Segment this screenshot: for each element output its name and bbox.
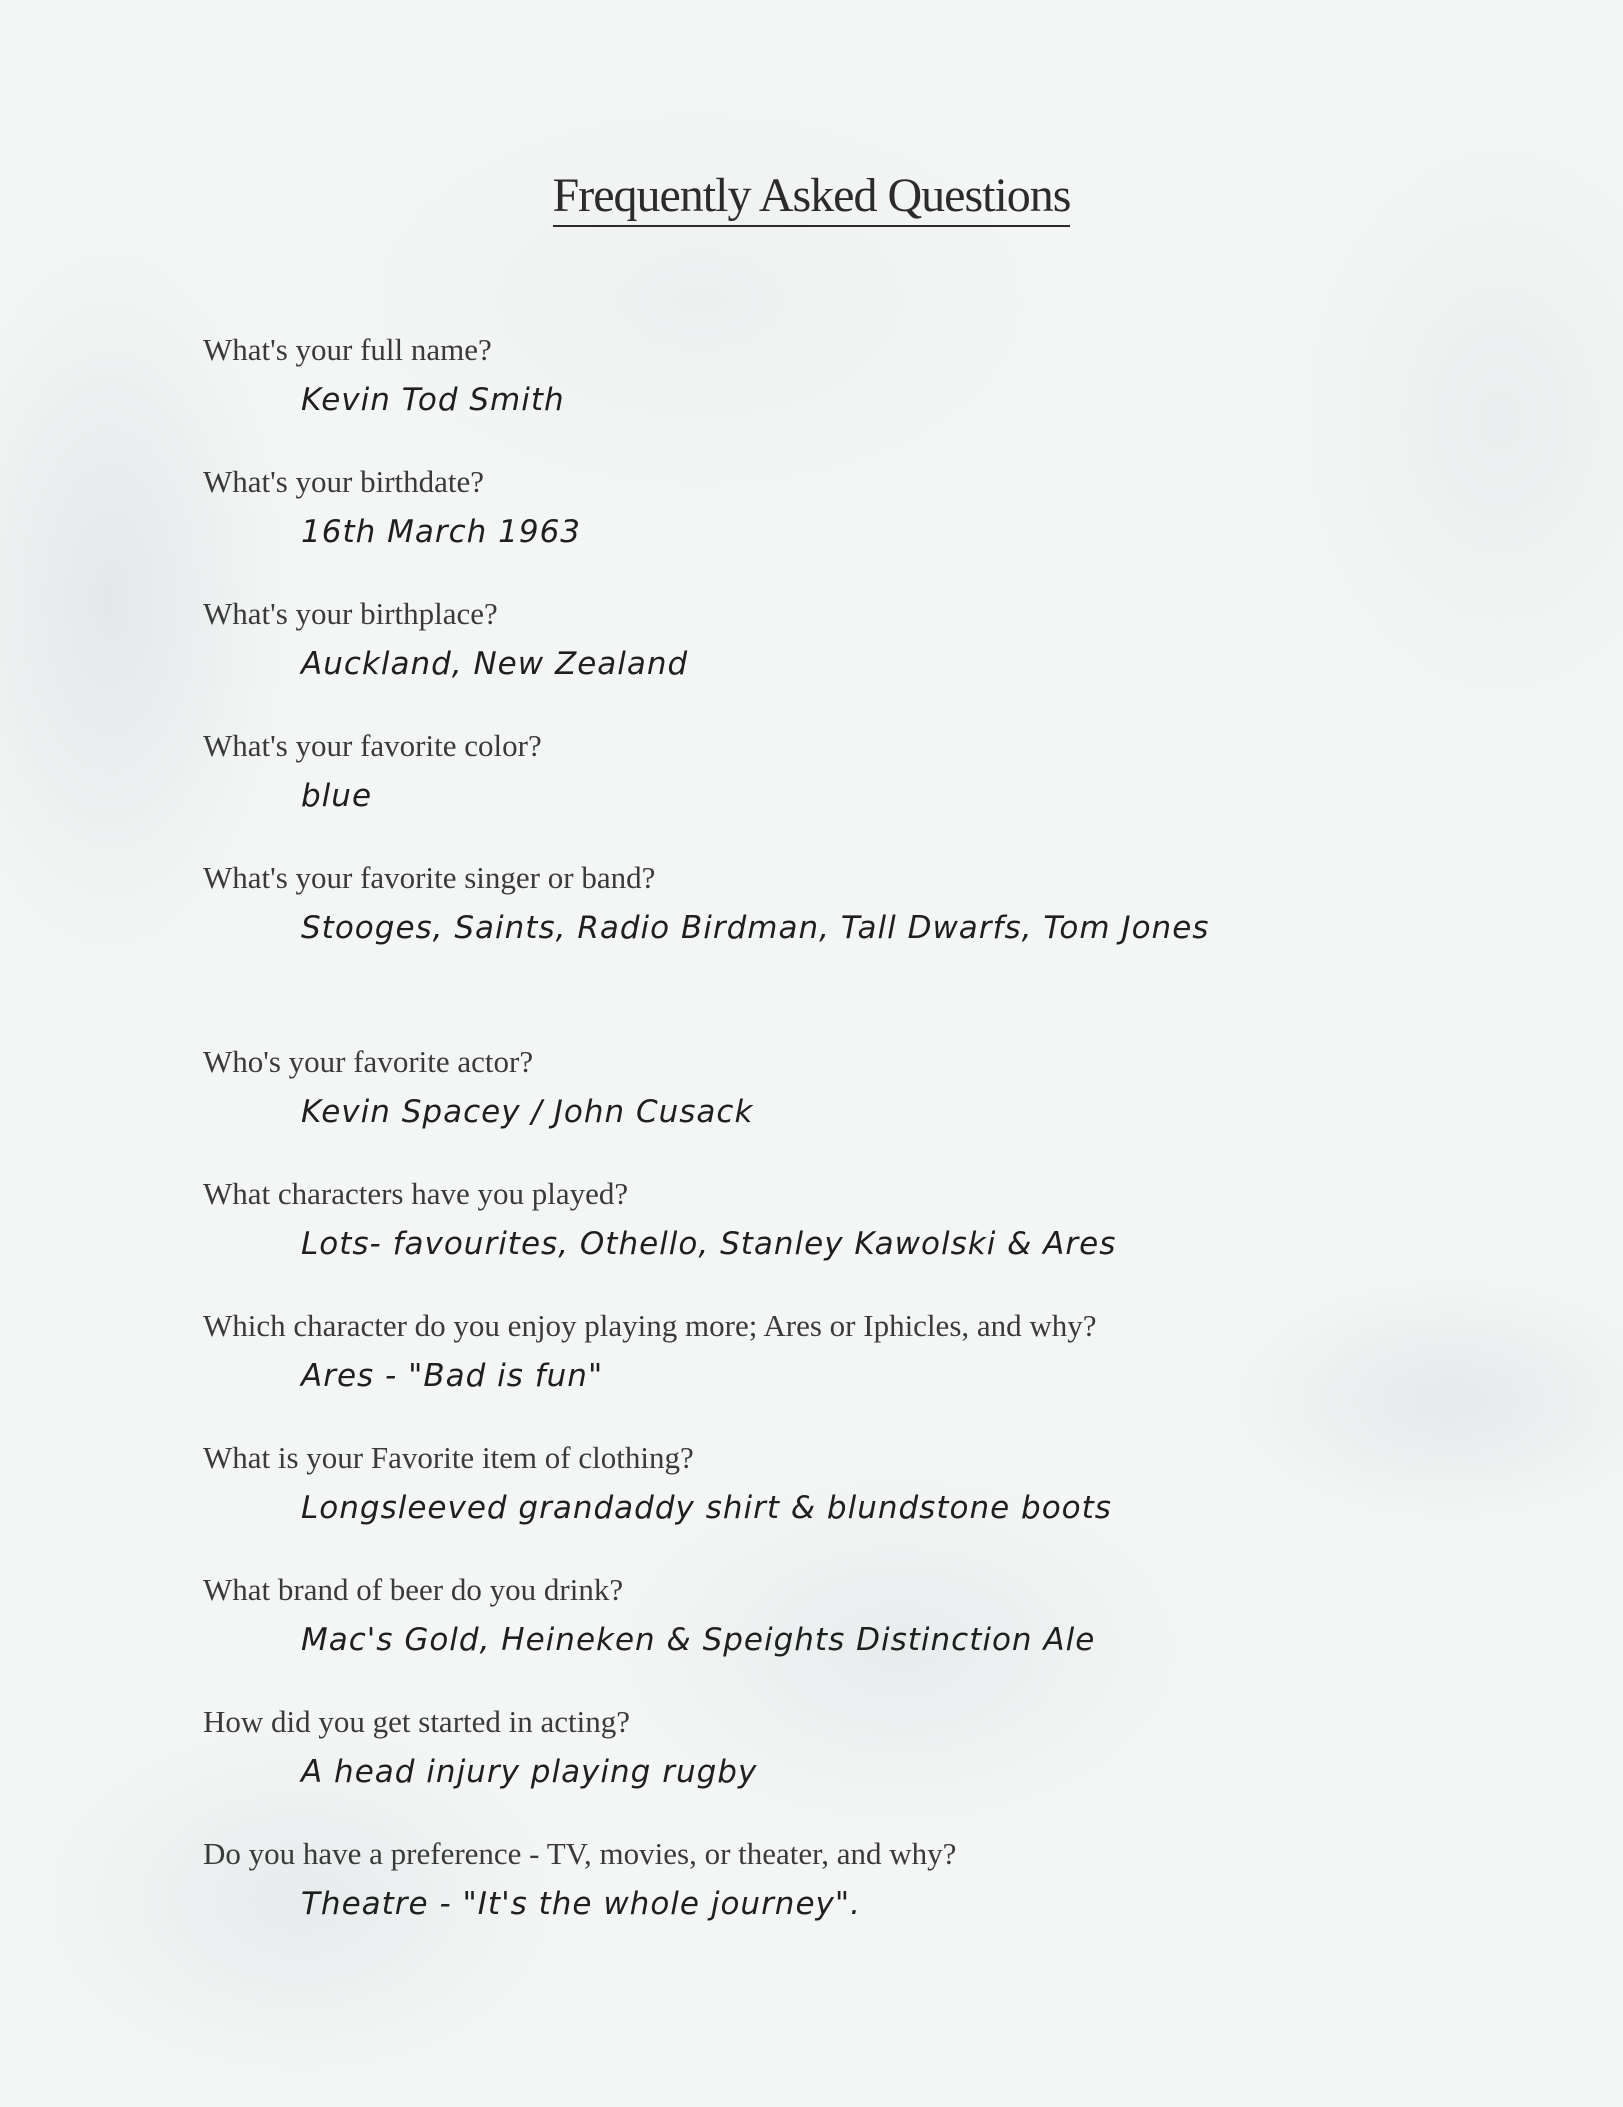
faq-item — [203, 1834, 1303, 1930]
page-title-text: Frequently Asked Questions — [553, 168, 1071, 227]
faq-item — [203, 1174, 1303, 1270]
faq-question: What's your birthdate? — [203, 464, 485, 499]
faq-item — [203, 1042, 1303, 1138]
faq-answer: Auckland, New Zealand — [301, 646, 689, 682]
faq-question: What's your birthplace? — [203, 596, 498, 631]
faq-question: How did you get started in acting? — [203, 1704, 631, 1739]
faq-question: What is your Favorite item of clothing? — [203, 1440, 694, 1475]
faq-question: What brand of beer do you drink? — [203, 1572, 624, 1607]
faq-answer: 16th March 1963 — [301, 514, 582, 550]
faq-question: Which character do you enjoy playing more; Ares or Iphicles, and why? — [203, 1308, 1097, 1343]
faq-item — [203, 858, 1303, 954]
faq-item — [203, 1438, 1303, 1534]
faq-item — [203, 594, 1303, 690]
faq-answer: blue — [301, 778, 373, 814]
faq-question: Who's your favorite actor? — [203, 1044, 534, 1079]
faq-question: What's your favorite singer or band? — [203, 860, 656, 895]
faq-item — [203, 726, 1303, 822]
faq-answer: Lots- favourites, Othello, Stanley Kawolski & Ares — [301, 1226, 1117, 1262]
faq-question: What characters have you played? — [203, 1176, 629, 1211]
faq-answer: Kevin Tod Smith — [301, 382, 565, 418]
faq-item — [203, 1570, 1303, 1666]
faq-question: Do you have a preference - TV, movies, or theater, and why? — [203, 1836, 957, 1871]
faq-item — [203, 330, 1303, 426]
faq-question: What's your favorite color? — [203, 728, 542, 763]
faq-question: What's your full name? — [203, 332, 492, 367]
faq-item — [203, 462, 1303, 558]
faq-answer: Theatre - "It's the whole journey". — [301, 1886, 861, 1922]
faq-item — [203, 1702, 1303, 1798]
faq-answer: Longsleeved grandaddy shirt & blundstone boots — [301, 1490, 1112, 1526]
faq-answer: A head injury playing rugby — [301, 1754, 758, 1790]
faq-answer: Mac's Gold, Heineken & Speights Distinction Ale — [301, 1622, 1096, 1658]
faq-answer: Ares - "Bad is fun" — [301, 1358, 604, 1394]
faq-answer: Kevin Spacey / John Cusack — [301, 1094, 754, 1130]
page-title — [0, 168, 1623, 227]
faq-item — [203, 1306, 1303, 1402]
faq-answer: Stooges, Saints, Radio Birdman, Tall Dwarfs, Tom Jones — [301, 910, 1210, 946]
